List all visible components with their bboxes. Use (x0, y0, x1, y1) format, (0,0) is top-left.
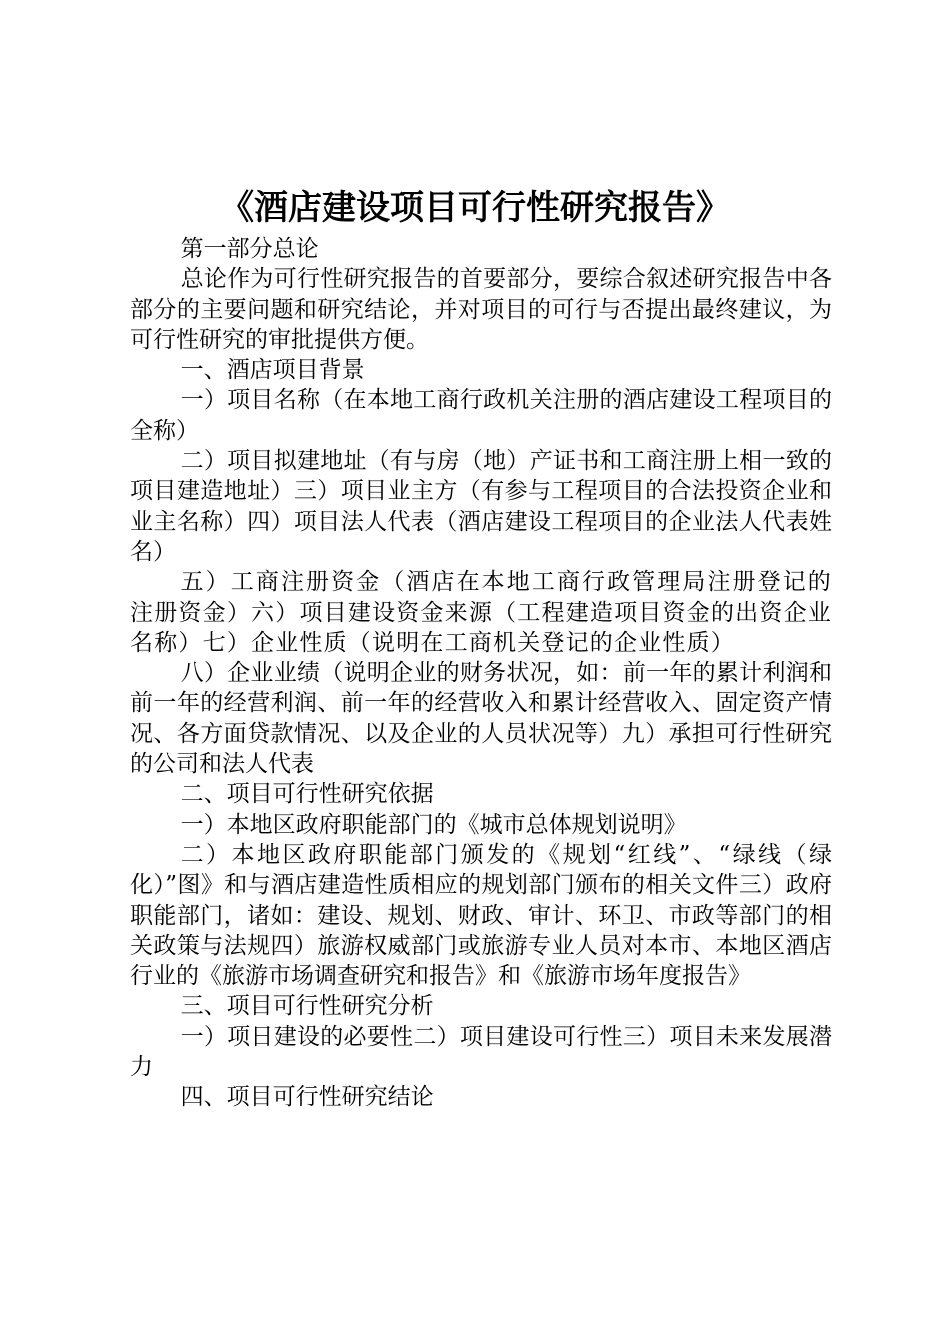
section-heading-basis: 二、项目可行性研究依据 (180, 781, 434, 808)
document-title: 《酒店建设项目可行性研究报告》 (220, 188, 730, 228)
paragraph-project-name: 一）项目名称（在本地工商行政机关注册的酒店建设工程项目的全称） (130, 387, 832, 444)
paragraph-analysis-items: 一）项日建设的必要性二）项目建设可行性三）项目未来发展潜力 (130, 1023, 832, 1081)
paragraph-project-address: 二）项目拟建地址（有与房（地）产证书和工商注册上相一致的项目建造地址）三）项目业主方（有参与工程项目的合法投资企业和业主名称）四）项目法人代表（酒店建设工程项目的企业法人代表姓名） (130, 448, 832, 565)
section-heading-conclusion: 四、项目可行性研究结论 (180, 1084, 434, 1111)
paragraph-city-plan: 一）本地区政府职能部门的《城市总体规划说明》 (180, 811, 687, 838)
document-body (130, 234, 832, 1113)
paragraph-company-performance: 八）企业业绩（说明企业的财务状况，如：前一年的累计利润和前一年的经营利润、前一年的经营收入和累计经营收入、固定资产情况、各方面贷款情况、以及企业的人员状况等）九）承担可行性研究的公司和法人代表 (130, 660, 832, 778)
paragraph-planning-documents: 二）本地区政府职能部门颁发的《规划“红线”、“绿线（绿化）”图》和与酒店建造性质相应的规划部门颁布的相关文件三）政府职能部门，诸如：建设、规划、财政、审计、环卫、市政等部门的相关政策与法规四）旅游权威部门或旅游专业人员对本市、本地区酒店行业的《旅游市场调查研究和报告》和《旅游市场年度报告》 (130, 841, 832, 990)
section-heading-part-one: 第一部分总论 (180, 236, 319, 262)
paragraph-registered-capital: 五）工商注册资金（酒店在本地工商行政管理局注册登记的注册资金）六）项目建设资金来源（工程建造项目资金的出资企业名称）七）企业性质（说明在工商机关登记的企业性质） (130, 569, 832, 656)
paragraph-overview: 总论作为可行性研究报告的首要部分，要综合叙述研究报告中各部分的主要问题和研究结论，并对项目的可行与否提出最终建议，为可行性研究的审批提供方便。 (130, 266, 832, 353)
section-heading-background: 一、酒店项目背景 (180, 357, 365, 384)
section-heading-analysis: 三、项目可行性研究分析 (180, 993, 434, 1020)
